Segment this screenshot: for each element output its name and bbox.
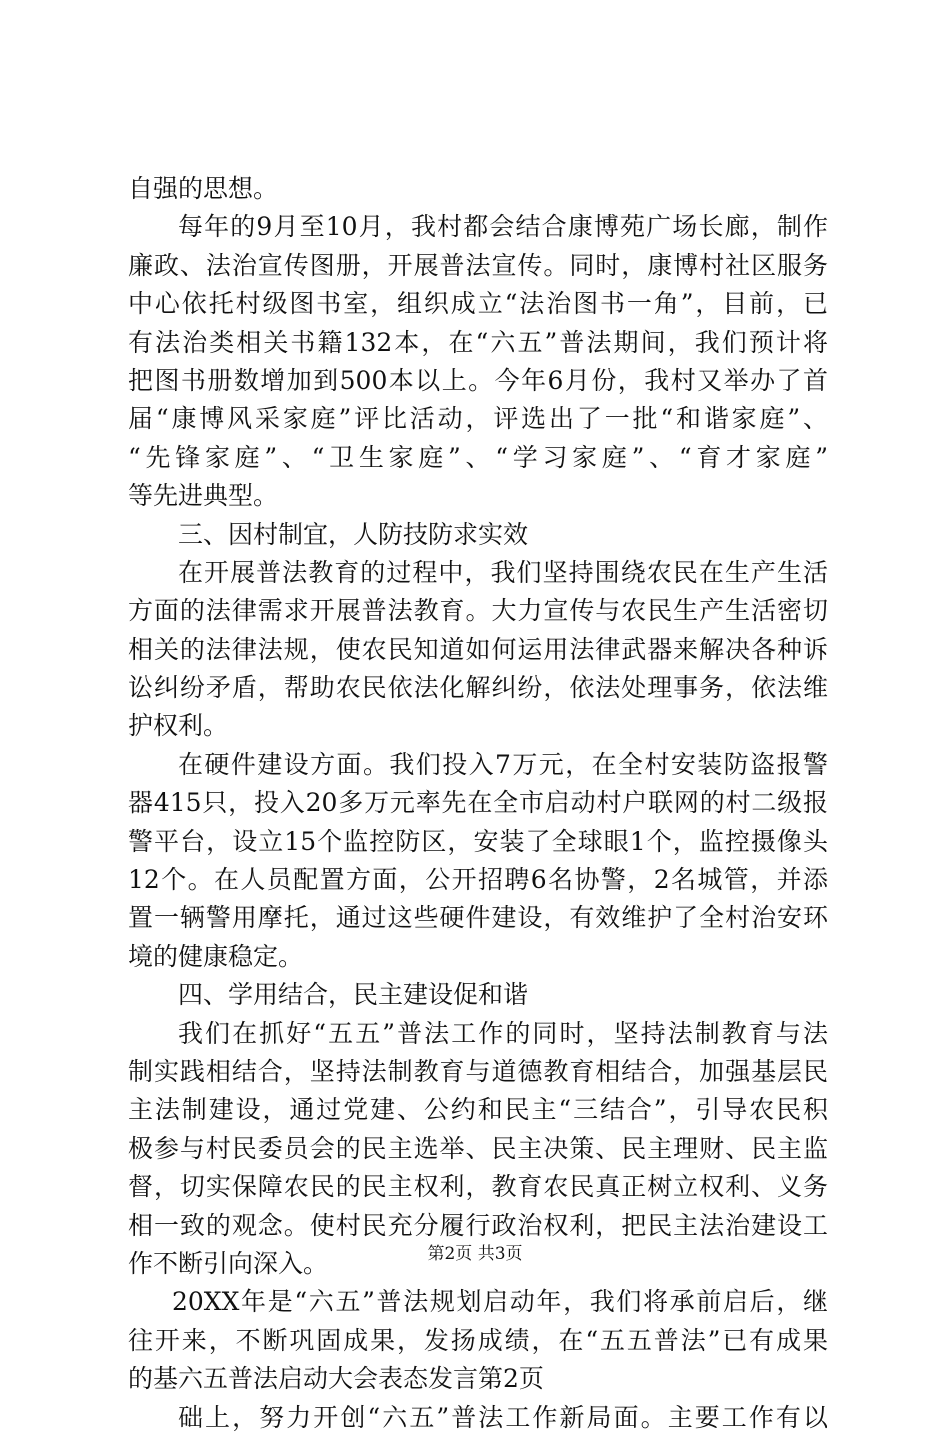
text-line: 讼纠纷矛盾，帮助农民依法化解纠纷，依法处理事务，依法维 xyxy=(128,673,828,703)
text-line: 自强的思想。 xyxy=(128,174,279,203)
text-line: 方面的法律需求开展普法教育。大力宣传与农民生产生活密切 xyxy=(128,596,828,626)
text-line: 把图书册数增加到500本以上。今年6月份，我村又举办了首 xyxy=(128,365,828,395)
text-line: 12个。在人员配置方面，公开招聘6名协警，2名城管，并添 xyxy=(128,865,828,895)
text-line: 极参与村民委员会的民主选举、民主决策、民主理财、民主监 xyxy=(128,1133,828,1163)
text-line: 置一辆警用摩托，通过这些硬件建设，有效维护了全村治安环 xyxy=(128,903,828,933)
text-line: 往开来，不断巩固成果，发扬成绩，在“五五普法”已有成果 xyxy=(128,1325,828,1355)
text-line: 境的健康稳定。 xyxy=(128,941,304,971)
text-line: 警平台，设立15个监控防区，安装了全球眼1个，监控摄像头 xyxy=(128,826,828,856)
text-line: 相一致的观念。使村民充分履行政治权利，把民主法治建设工 xyxy=(128,1210,828,1240)
text-line: 主法制建设，通过党建、公约和民主“三结合”，引导农民积 xyxy=(128,1095,828,1125)
text-line: 督，切实保障农民的民主权利，教育农民真正树立权利、义务 xyxy=(128,1172,828,1202)
text-line: 的基六五普法启动大会表态发言第2页 xyxy=(128,1364,544,1394)
page-number-footer: 第2页 共3页 xyxy=(427,1244,523,1264)
paragraph-start: 在硬件建设方面。我们投入7万元，在全村安装防盗报警 xyxy=(178,749,828,779)
paragraph-start: 每年的9月至10月，我村都会结合康博苑广场长廊，制作 xyxy=(178,212,828,242)
text-line: 器415只，投入20多万元率先在全市启动村户联网的村二级报 xyxy=(128,788,828,818)
section-heading: 三、因村制宜，人防技防求实效 xyxy=(178,519,529,549)
section-heading: 四、学用结合，民主建设促和谐 xyxy=(178,980,529,1010)
text-line: 有法治类相关书籍132本，在“六五”普法期间，我们预计将 xyxy=(128,327,828,357)
paragraph-start: 础上，努力开创“六五”普法工作新局面。主要工作有以 xyxy=(178,1402,828,1432)
text-line: 相关的法律法规，使农民知道如何运用法律武器来解决各种诉 xyxy=(128,634,828,664)
text-line: 等先进典型。 xyxy=(128,481,279,511)
text-line: 中心依托村级图书室，组织成立“法治图书一角”，目前，已 xyxy=(128,289,828,319)
text-line: 届“康博风采家庭”评比活动，评选出了一批“和谐家庭”、 xyxy=(128,404,828,434)
text-line: 制实践相结合，坚持法制教育与道德教育相结合，加强基层民 xyxy=(128,1056,828,1086)
text-line: 护权利。 xyxy=(128,711,229,741)
text-line: “先锋家庭”、“卫生家庭”、“学习家庭”、“育才家庭” xyxy=(128,442,828,472)
paragraph-start: 20XX年是“六五”普法规划启动年，我们将承前启后，继 xyxy=(172,1287,828,1317)
paragraph-start: 我们在抓好“五五”普法工作的同时，坚持法制教育与法 xyxy=(178,1018,828,1048)
paragraph-start: 在开展普法教育的过程中，我们坚持围绕农民在生产生活 xyxy=(178,557,828,587)
text-line: 作不断引向深入。 xyxy=(128,1248,329,1278)
text-line: 廉政、法治宣传图册，开展普法宣传。同时，康博村社区服务 xyxy=(128,250,828,280)
